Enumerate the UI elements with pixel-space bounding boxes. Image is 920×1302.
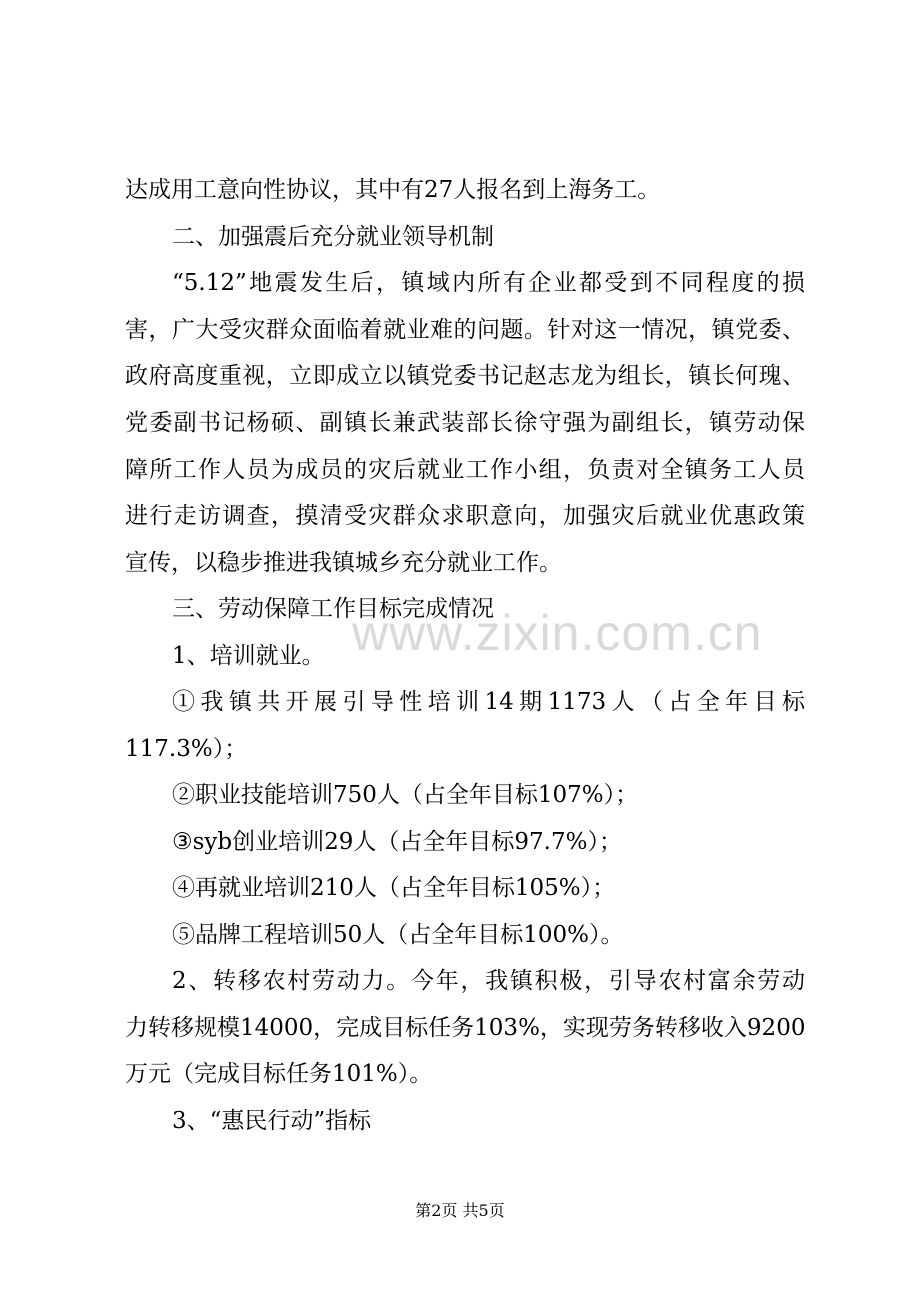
page-number-footer: 第2页 共5页 <box>415 1201 505 1220</box>
body-text-line: 害，广大受灾群众面临着就业难的问题。针对这一情况，镇党委、 <box>125 317 805 343</box>
body-text-line: 党委副书记杨硕、副镇长兼武装部长徐守强为副组长，镇劳动保 <box>125 410 805 436</box>
paragraph-first-line: 2、转移农村劳动力。今年，我镇积极，引导农村富余劳动 <box>172 968 805 994</box>
body-text-line: 万元（完成目标任务101%）。 <box>125 1061 433 1087</box>
body-text-line: 障所工作人员为成员的灾后就业工作小组，负责对全镇务工人员 <box>125 457 805 483</box>
body-text-line: 达成用工意向性协议，其中有27人报名到上海务工。 <box>125 177 661 203</box>
body-text-line: 力转移规模14000，完成目标任务103%，实现劳务转移收入9200 <box>125 1015 806 1041</box>
list-item: ④再就业培训210人（占全年目标105%）； <box>172 875 616 901</box>
list-item: ③syb创业培训29人（占全年目标97.7%）； <box>172 829 622 855</box>
body-text-line: 宣传，以稳步推进我镇城乡充分就业工作。 <box>125 550 562 576</box>
list-item: ⑤品牌工程培训50人（占全年目标100%）。 <box>172 922 624 948</box>
section-heading: 二、加强震后充分就业领导机制 <box>172 224 494 250</box>
paragraph-first-line: “5.12”地震发生后，镇域内所有企业都受到不同程度的损 <box>172 270 805 296</box>
watermark: www.zixin.com.cn <box>352 605 763 661</box>
body-text-line: 进行走访调查，摸清受灾群众求职意向，加强灾后就业优惠政策 <box>125 503 805 529</box>
subsection-heading: 1、培训就业。 <box>172 643 325 669</box>
list-item: ①我镇共开展引导性培训14期1173人（占全年目标 <box>172 689 805 715</box>
subsection-heading: 3、“惠民行动”指标 <box>172 1108 372 1134</box>
list-item: ②职业技能培训750人（占全年目标107%）； <box>172 782 639 808</box>
section-heading: 三、劳动保障工作目标完成情况 <box>172 596 494 622</box>
list-item-continuation: 117.3%）； <box>125 736 248 762</box>
body-text-line: 政府高度重视，立即成立以镇党委书记赵志龙为组长，镇长何瑰、 <box>125 363 805 389</box>
